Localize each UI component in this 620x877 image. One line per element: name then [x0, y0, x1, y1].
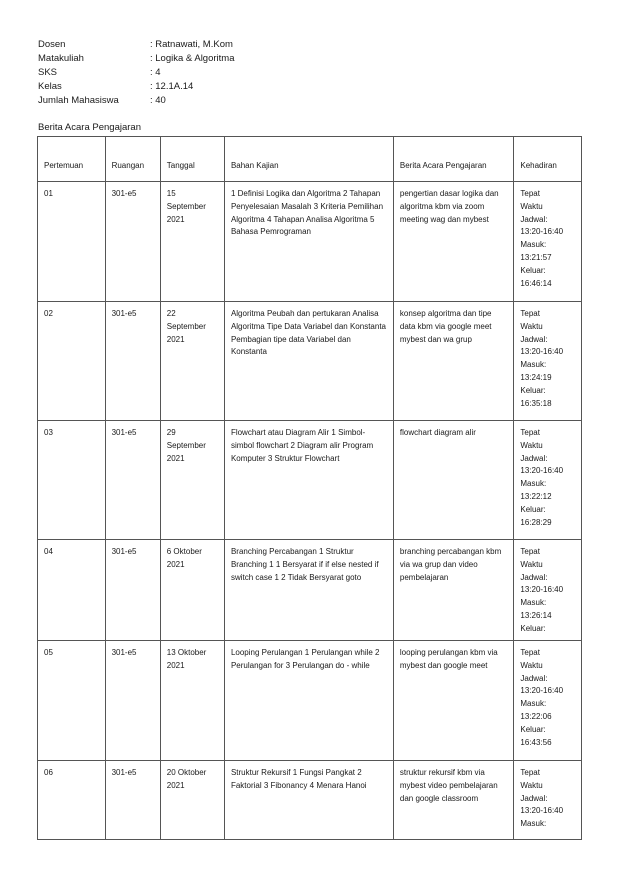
cell-pertemuan: 02 [38, 302, 106, 421]
info-value: : 12.1A.14 [150, 81, 194, 92]
kehadiran-line: Waktu [520, 321, 543, 331]
info-row [38, 52, 235, 66]
kehadiran-line: 13:20-16:40 [520, 585, 564, 595]
cell-berita-acara: branching percabangan kbm via wa grup dan video pembelajaran [393, 540, 514, 641]
cell-tanggal: 15 September 2021 [160, 182, 224, 302]
kehadiran-line: Keluar: [520, 385, 546, 395]
cell-berita-acara: struktur rekursif kbm via mybest video pembelajaran dan google classroom [393, 761, 514, 840]
header-pertemuan: Pertemuan [38, 137, 106, 182]
info-label: Jumlah Mahasiswa [38, 95, 119, 106]
info-value: : 4 [150, 67, 161, 78]
header-berita-acara: Berita Acara Pengajaran [393, 137, 514, 182]
info-value: : 40 [150, 95, 166, 106]
kehadiran-line: 13:20-16:40 [520, 347, 564, 357]
kehadiran-line: Waktu [520, 660, 543, 670]
cell-pertemuan: 01 [38, 182, 106, 302]
kehadiran-line: Keluar: [520, 265, 546, 275]
header-tanggal: Tanggal [160, 137, 224, 182]
table-header-row [38, 137, 582, 182]
table-row [38, 540, 582, 641]
cell-kehadiran [514, 421, 582, 540]
cell-bahan-kajian: Struktur Rekursif 1 Fungsi Pangkat 2 Faktorial 3 Fibonancy 4 Menara Hanoi [224, 761, 393, 840]
cell-ruangan: 301-e5 [105, 761, 160, 840]
cell-ruangan: 301-e5 [105, 540, 160, 641]
cell-kehadiran [514, 302, 582, 421]
cell-pertemuan: 05 [38, 641, 106, 761]
info-value: : Logika & Algoritma [150, 53, 235, 64]
kehadiran-line: Jadwal: [520, 214, 548, 224]
kehadiran-line: Jadwal: [520, 572, 548, 582]
kehadiran-line: Tepat [520, 428, 540, 437]
header-kehadiran: Kehadiran [514, 137, 582, 182]
info-label: Dosen [38, 39, 66, 50]
kehadiran-line: 13:21:57 [520, 252, 552, 262]
kehadiran-line: Masuk: [520, 479, 547, 489]
kehadiran-line: 13:20-16:40 [520, 466, 564, 476]
kehadiran-line: Waktu [520, 201, 543, 211]
kehadiran-line: Tepat [520, 189, 540, 198]
kehadiran-line: Masuk: [520, 360, 547, 370]
cell-bahan-kajian: Looping Perulangan 1 Perulangan while 2 Perulangan for 3 Perulangan do - while [224, 641, 393, 761]
kehadiran-line: Jadwal: [520, 793, 548, 803]
info-row [38, 94, 235, 108]
kehadiran-line: Tepat [520, 768, 540, 777]
kehadiran-line: 13:20-16:40 [520, 227, 564, 237]
kehadiran-line: 13:20-16:40 [520, 806, 564, 816]
course-info [38, 38, 235, 108]
cell-tanggal: 13 Oktober 2021 [160, 641, 224, 761]
info-value: : Ratnawati, M.Kom [150, 39, 233, 50]
cell-berita-acara: flowchart diagram alir [393, 421, 514, 540]
info-label: Matakuliah [38, 53, 84, 64]
info-row [38, 80, 235, 94]
cell-kehadiran [514, 182, 582, 302]
cell-bahan-kajian: Algoritma Peubah dan pertukaran Analisa Algoritma Tipe Data Variabel dan Konstanta Pembagian tipe data Variabel dan Konstanta [224, 302, 393, 421]
cell-kehadiran [514, 540, 582, 641]
header-bahan-kajian: Bahan Kajian [224, 137, 393, 182]
kehadiran-line: 16:43:56 [520, 737, 552, 747]
cell-tanggal: 20 Oktober 2021 [160, 761, 224, 840]
cell-bahan-kajian: Branching Percabangan 1 Struktur Branching 1 1 Bersyarat if if else nested if switch case 1 2 Tidak Bersyarat goto [224, 540, 393, 641]
header-ruangan: Ruangan [105, 137, 160, 182]
kehadiran-line: Waktu [520, 559, 543, 569]
table-row [38, 641, 582, 761]
table-row [38, 182, 582, 302]
kehadiran-line: 13:22:12 [520, 491, 552, 501]
cell-tanggal: 22 September 2021 [160, 302, 224, 421]
cell-pertemuan: 06 [38, 761, 106, 840]
section-title: Berita Acara Pengajaran [38, 122, 141, 133]
kehadiran-line: Keluar: [520, 623, 546, 633]
info-label: Kelas [38, 81, 62, 92]
cell-bahan-kajian: Flowchart atau Diagram Alir 1 Simbol-simbol flowchart 2 Diagram alir Program Komputer 3 Struktur Flowchart [224, 421, 393, 540]
kehadiran-line: 16:35:18 [520, 398, 552, 408]
cell-bahan-kajian: 1 Definisi Logika dan Algoritma 2 Tahapan Penyelesaian Masalah 3 Kriteria Pemilihan Algoritma 4 Tahapan Analisa Algoritma 5 Bahasa Pemrograman [224, 182, 393, 302]
cell-pertemuan: 04 [38, 540, 106, 641]
cell-kehadiran [514, 761, 582, 840]
table-row [38, 421, 582, 540]
kehadiran-line: Waktu [520, 780, 543, 790]
cell-ruangan: 301-e5 [105, 182, 160, 302]
cell-ruangan: 301-e5 [105, 641, 160, 761]
cell-ruangan: 301-e5 [105, 421, 160, 540]
kehadiran-line: 13:20-16:40 [520, 686, 564, 696]
kehadiran-line: Masuk: [520, 240, 547, 250]
cell-tanggal: 29 September 2021 [160, 421, 224, 540]
kehadiran-line: Tepat [520, 309, 540, 318]
cell-berita-acara: konsep algoritma dan tipe data kbm via google meet mybest dan wa grup [393, 302, 514, 421]
table-row [38, 761, 582, 840]
kehadiran-line: Waktu [520, 440, 543, 450]
cell-ruangan: 301-e5 [105, 302, 160, 421]
kehadiran-line: Masuk: [520, 598, 547, 608]
attendance-table [37, 136, 582, 840]
kehadiran-line: Jadwal: [520, 334, 548, 344]
cell-tanggal: 6 Oktober 2021 [160, 540, 224, 641]
cell-berita-acara: pengertian dasar logika dan algoritma kbm via zoom meeting wag dan mybest [393, 182, 514, 302]
kehadiran-line: Masuk: [520, 699, 547, 709]
cell-kehadiran [514, 641, 582, 761]
kehadiran-line: 13:26:14 [520, 610, 552, 620]
kehadiran-line: 16:46:14 [520, 278, 552, 288]
kehadiran-line: Jadwal: [520, 453, 548, 463]
info-row [38, 38, 235, 52]
kehadiran-line: Keluar: [520, 504, 546, 514]
info-label: SKS [38, 67, 58, 78]
table-row [38, 302, 582, 421]
cell-berita-acara: looping perulangan kbm via mybest dan google meet [393, 641, 514, 761]
kehadiran-line: Keluar: [520, 724, 546, 734]
kehadiran-line: Jadwal: [520, 673, 548, 683]
kehadiran-line: Tepat [520, 648, 540, 657]
kehadiran-line: Tepat [520, 547, 540, 556]
kehadiran-line: Masuk: [520, 819, 547, 829]
kehadiran-line: 16:28:29 [520, 517, 552, 527]
kehadiran-line: 13:22:06 [520, 711, 552, 721]
info-row [38, 66, 235, 80]
kehadiran-line: 13:24:19 [520, 372, 552, 382]
cell-pertemuan: 03 [38, 421, 106, 540]
